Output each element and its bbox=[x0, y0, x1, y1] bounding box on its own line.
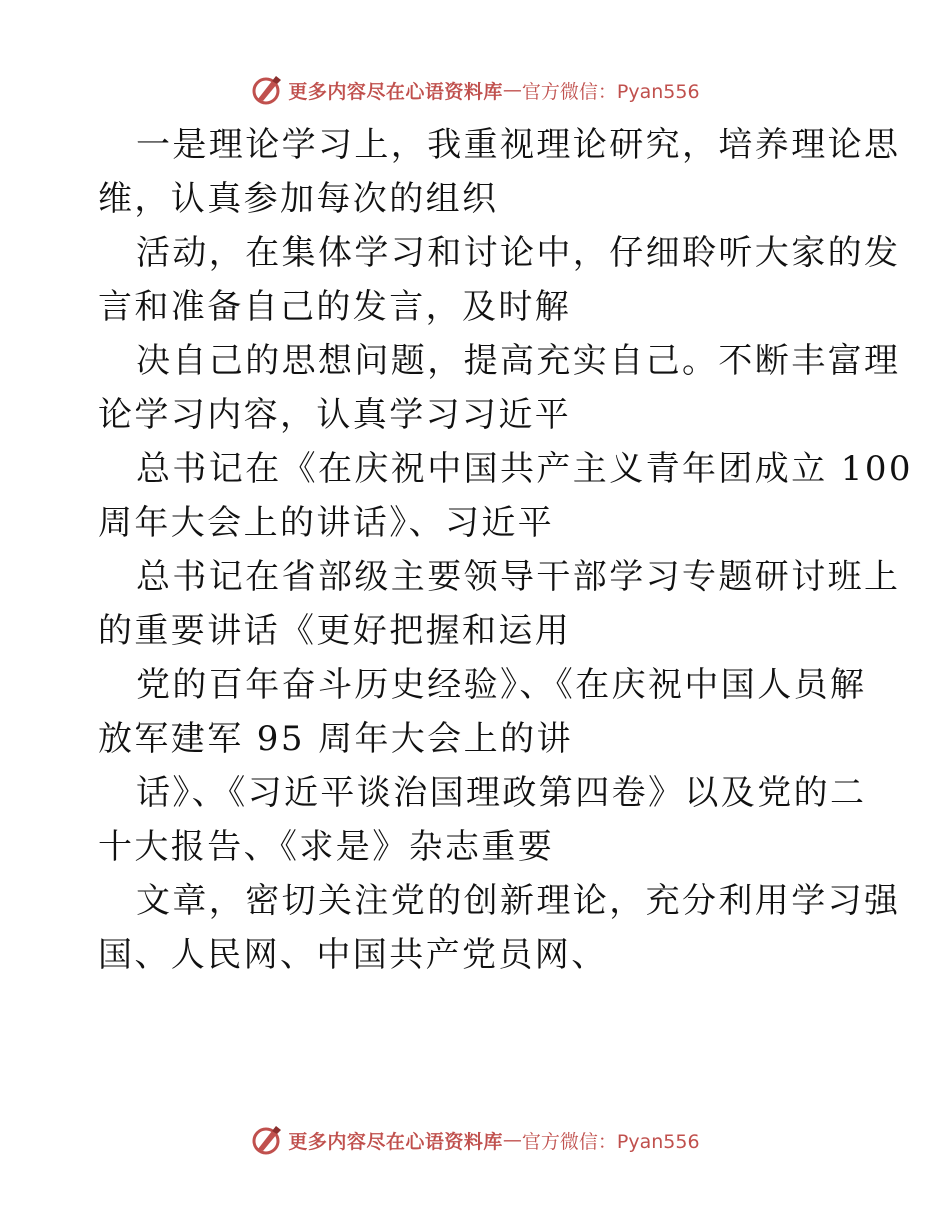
text-line: 总书记在《在庆祝中国共产主义青年团成立 100 bbox=[136, 449, 913, 489]
footer-banner bbox=[0, 1122, 950, 1158]
header-banner bbox=[0, 72, 950, 108]
pen-circle-logo-icon bbox=[250, 1123, 284, 1157]
text-line: 论学习内容，认真学习习近平 bbox=[98, 395, 572, 435]
text-line: 党的百年奋斗历史经验》、《在庆祝中国人员解 bbox=[136, 665, 867, 705]
text-line: 的重要讲话《更好把握和运用 bbox=[98, 611, 572, 651]
header-banner-title: 更多内容尽在心语资料库 bbox=[288, 80, 503, 103]
text-line: 文章，密切关注党的创新理论，充分利用学习强 bbox=[136, 881, 901, 921]
text-line: 十大报告、《求是》杂志重要 bbox=[98, 827, 555, 867]
footer-banner-dash: — bbox=[502, 1129, 522, 1151]
text-line: 总书记在省部级主要领导干部学习专题研讨班上 bbox=[136, 557, 901, 597]
text-line: 周年大会上的讲话》、习近平 bbox=[98, 503, 555, 543]
text-line: 话》、《习近平谈治国理政第四卷》以及党的二 bbox=[136, 773, 867, 813]
text-line: 维，认真参加每次的组织 bbox=[98, 179, 499, 219]
footer-banner-title: 更多内容尽在心语资料库 bbox=[288, 1130, 503, 1153]
text-line: 放军建军 95 周年大会上的讲 bbox=[98, 719, 573, 759]
text-line: 活动，在集体学习和讨论中，仔细聆听大家的发 bbox=[136, 233, 901, 273]
text-line: 国、人民网、中国共产党员网、 bbox=[98, 935, 608, 975]
header-banner-wechat: 官方微信：Pyan556 bbox=[521, 80, 700, 103]
header-banner-dash: — bbox=[502, 79, 522, 101]
text-line: 言和准备自己的发言，及时解 bbox=[98, 287, 572, 327]
document-body bbox=[98, 118, 913, 982]
text-line: 一是理论学习上，我重视理论研究，培养理论思 bbox=[136, 125, 901, 165]
pen-circle-logo-icon bbox=[250, 73, 284, 107]
footer-banner-wechat: 官方微信：Pyan556 bbox=[521, 1130, 700, 1153]
text-line: 决自己的思想问题，提高充实自己。不断丰富理 bbox=[136, 341, 901, 381]
